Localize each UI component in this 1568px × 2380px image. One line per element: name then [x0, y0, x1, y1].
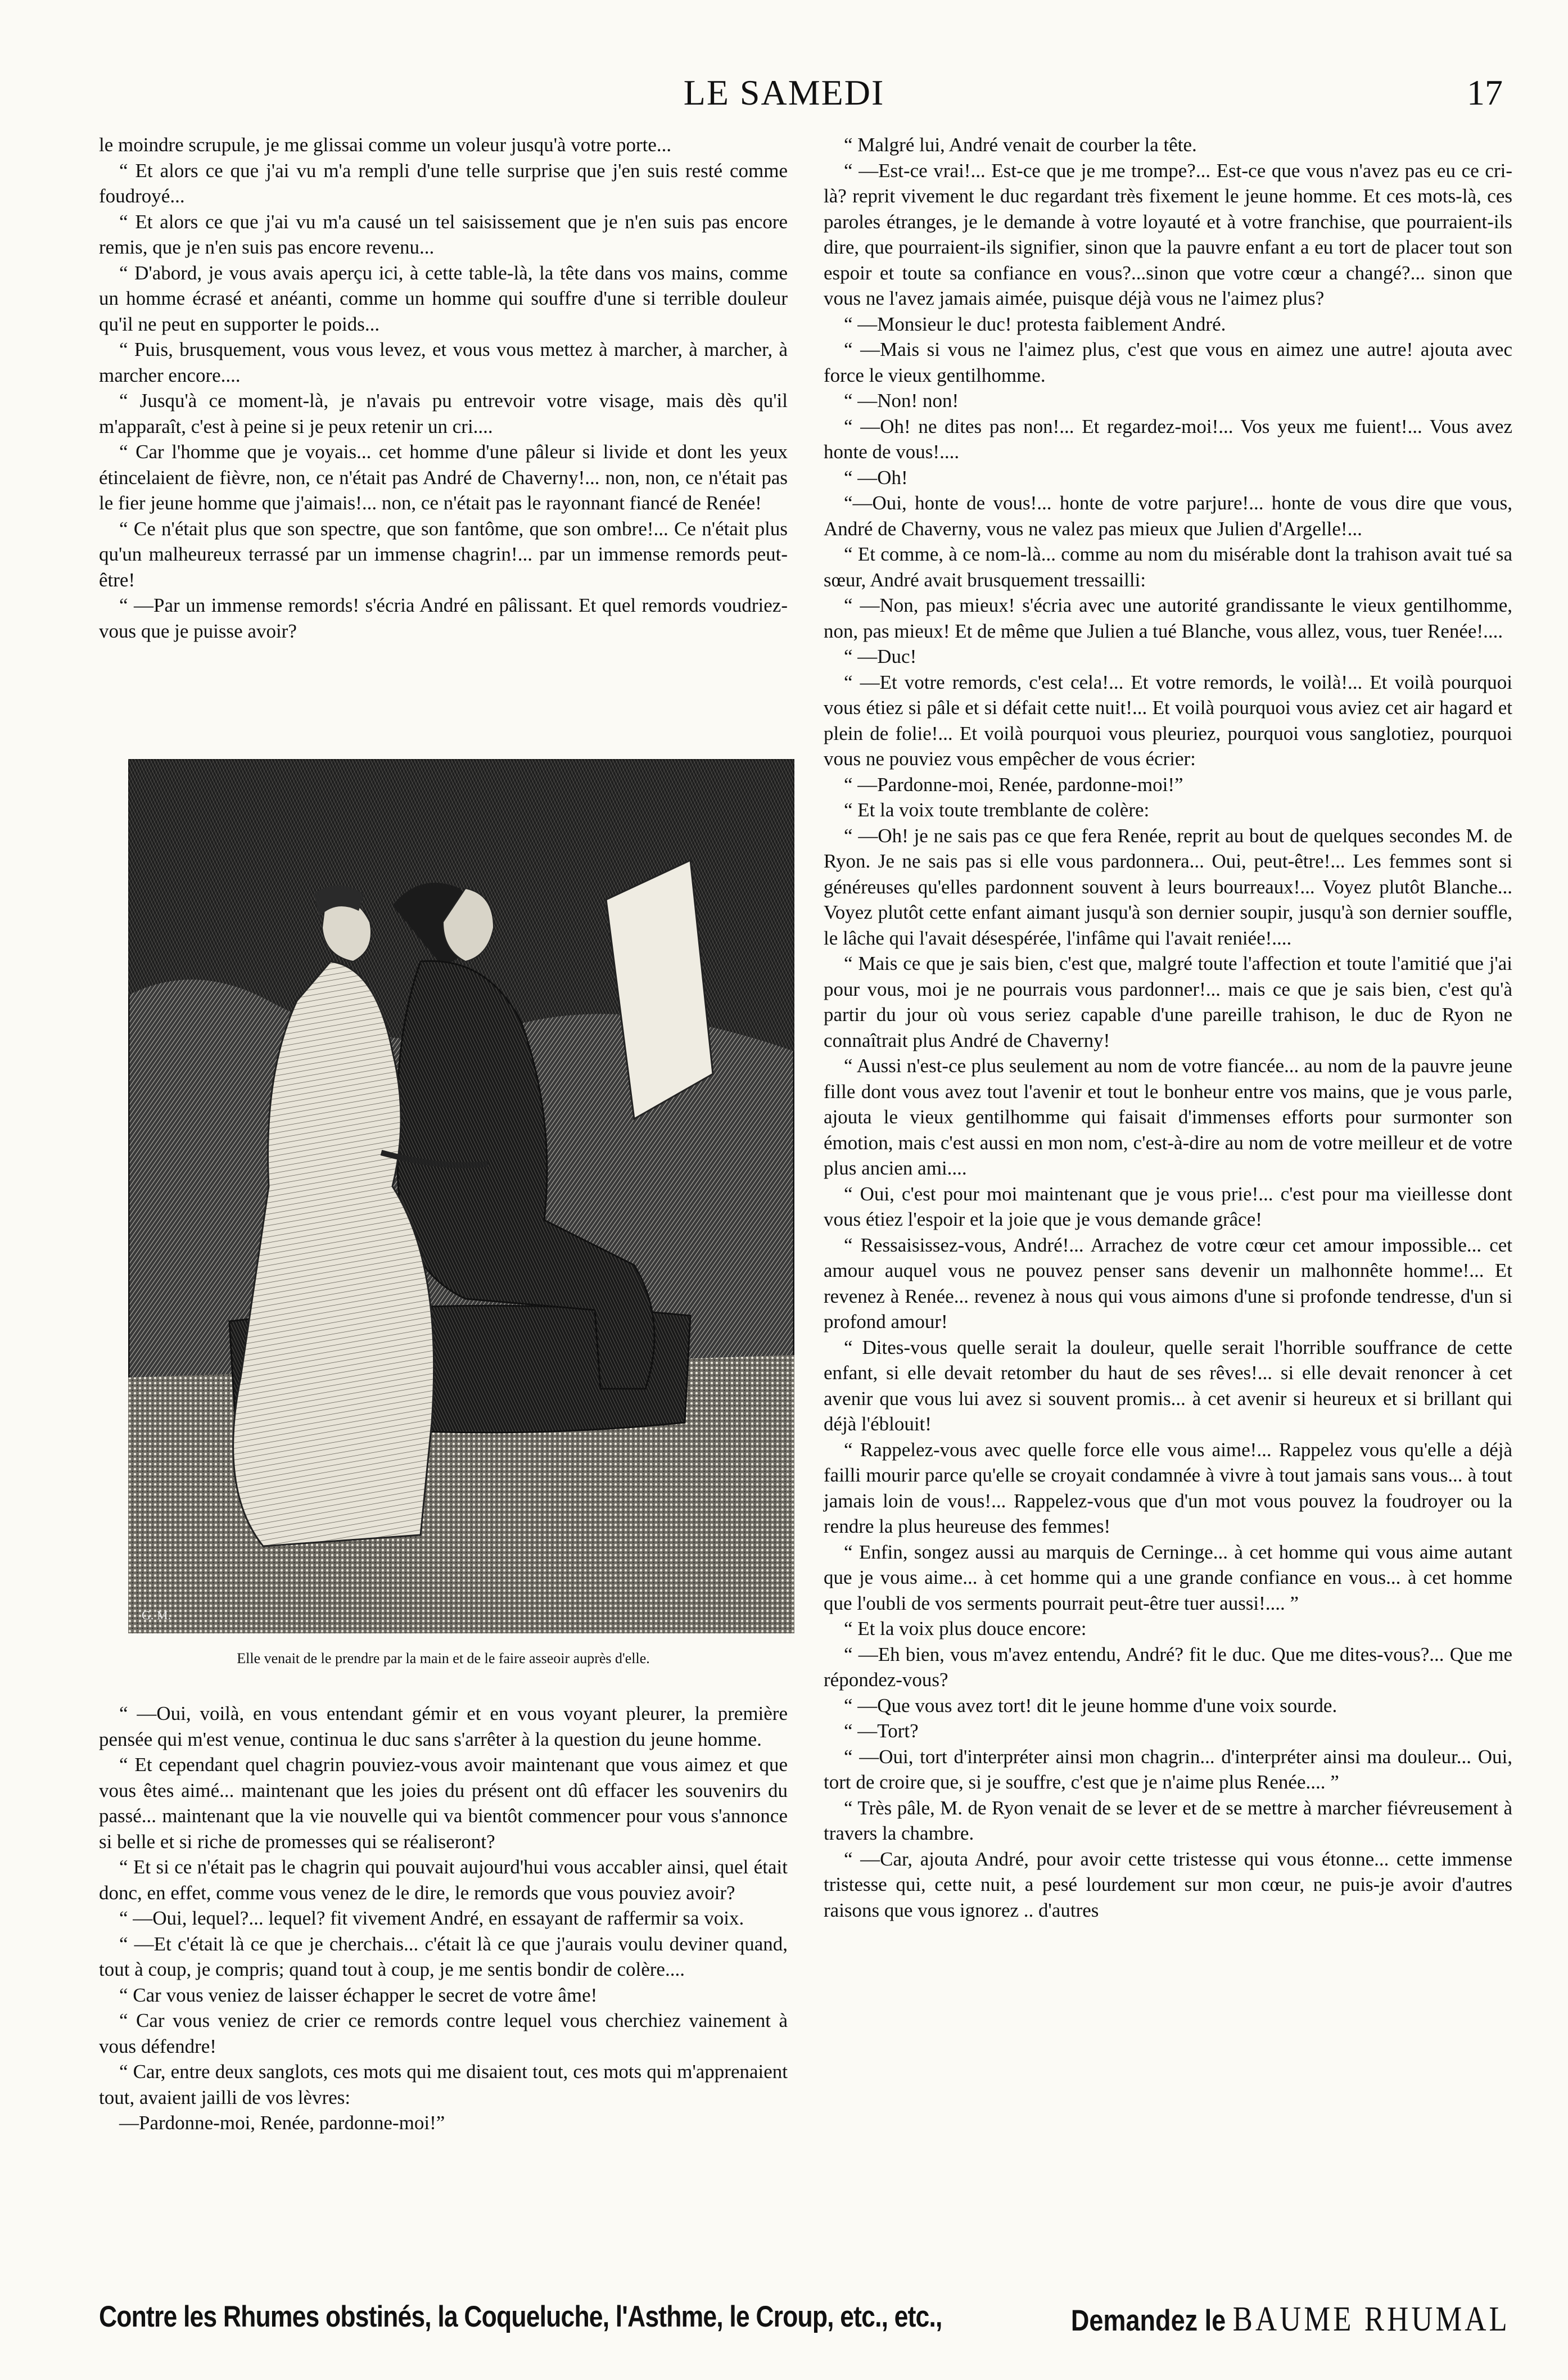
paragraph: “ —Pardonne-moi, Renée, pardonne-moi!” — [844, 773, 1183, 796]
paragraph: “ Et si ce n'était pas le chagrin qui pouvait aujourd'hui vous accabler ainsi, quel était donc, en effet, comme vous venez de le dire, le remords que vous pouviez avoir? — [99, 1856, 788, 1904]
paragraph: “ —Monsieur le duc! protesta faiblement André. — [844, 313, 1226, 335]
paragraph: “ Jusqu'à ce moment-là, je n'avais pu entrevoir votre visage, mais dès qu'il m'apparaît, c'est à peine si je peux retenir un cri.... — [99, 390, 788, 437]
paragraph: “ —Non! non! — [844, 390, 959, 412]
left-column-top — [99, 132, 788, 745]
paragraph: “—Oui, honte de vous!... honte de votre parjure!... honte de vous dire que vous, André de Chaverny, vous ne valez pas mieux que Julien d'Argelle!... — [824, 492, 1512, 540]
footer-ad-text: Contre les Rhumes obstinés, la Coqueluche, l'Asthme, le Croup, etc., etc., — [99, 2300, 942, 2333]
paragraph: “ Malgré lui, André venait de courber la tête. — [844, 134, 1197, 156]
paragraph: “ Car, entre deux sanglots, ces mots qui me disaient tout, ces mots qui m'apprenaient tout, avaient jailli de vos lèvres: — [99, 2061, 788, 2108]
left-column-bottom — [99, 1701, 788, 2269]
paragraph: le moindre scrupule, je me glissai comme un voleur jusqu'à votre porte... — [99, 134, 672, 156]
paragraph: “ —Mais si vous ne l'aimez plus, c'est que vous en aimez une autre! ajouta avec force le vieux gentilhomme. — [824, 338, 1512, 386]
paragraph: “ —Car, ajouta André, pour avoir cette tristesse qui vous étonne... cette immense tristesse qui, cette nuit, a pesé lourdement sur mon cœur, ne puis-je avoir d'autres raisons que vous ignorez .. d'autres — [824, 1848, 1512, 1921]
paragraph: “ —Par un immense remords! s'écria André en pâlissant. Et quel remords voudriez-vous que je puisse avoir? — [99, 594, 788, 642]
paragraph: “ Très pâle, M. de Ryon venait de se lever et de se mettre à marcher fiévreusement à travers la chambre. — [824, 1796, 1512, 1844]
paragraph: “ —Et votre remords, c'est cela!... Et votre remords, le voilà!... Et voilà pourquoi vous étiez si pâle et si défait cette nuit!... Et voilà pourquoi vous aviez cet air hagard et plein de folie!... Et voilà pourquoi vous pleuriez, pourquoi vous sanglotiez, pourquoi vous ne pouviez vous empêcher de vous écrier: — [824, 671, 1512, 770]
engraving-illustration — [128, 759, 794, 1633]
paragraph: “ Enfin, songez aussi au marquis de Cerninge... à cet homme qui vous aime autant que je vous aime... à cet homme qui a une grande confiance en vous... à cet homme que l'oubli de vos serments pourrait peut-être tuer aussi!.... ” — [824, 1541, 1512, 1614]
paragraph: “ Dites-vous quelle serait la douleur, quelle serait l'horrible souffrance de cette enfant, si elle devait retomber du haut de ses rêves!... si elle devait renoncer à cet avenir que vous lui avez si souvent promis... à cet avenir si heureux et si brillant qui déjà l'éblouit! — [824, 1336, 1512, 1435]
paragraph: “ Mais ce que je sais bien, c'est que, malgré toute l'affection et toute l'amitié que j'ai pour vous, moi je ne pourrais vous pardonner!... mais ce que je sais bien, c'est qu'à partir du jour où vous seriez capable d'une pareille trahison, le duc de Ryon ne connaîtrait plus André de Chaverny! — [824, 952, 1512, 1051]
paragraph: “ —Oh! — [844, 466, 908, 489]
paragraph: —Pardonne-moi, Renée, pardonne-moi!” — [119, 2112, 445, 2134]
footer-ad-brand: BAUME RHUMAL — [1232, 2300, 1510, 2338]
paragraph: “ Et alors ce que j'ai vu m'a causé un tel saisissement que je n'en suis pas encore remis, que je n'en suis pas encore revenu... — [99, 210, 788, 258]
paragraph: “ Ressaisissez-vous, André!... Arrachez de votre cœur cet amour impossible... cet amour auquel vous ne pouvez penser sans devenir un malhonnête homme!... Et revenez à Renée... revenez à nous qui vous aimons d'une si profonde tendresse, d'un si profond amour! — [824, 1234, 1512, 1333]
advertisement-footer — [99, 2300, 1510, 2350]
paragraph: “ Aussi n'est-ce plus seulement au nom de votre fiancée... au nom de la pauvre jeune fille dont vous avez tout l'avenir et tout le bonheur entre vos mains, que je vous parle, ajouta le vieux gentilhomme qui faisait d'immenses efforts pour surmonter son émotion, mais c'est aussi en mon nom, c'est-à-dire au nom de votre meilleur et de votre plus ancien ami.... — [824, 1055, 1512, 1179]
running-title: LE SAMEDI — [683, 73, 885, 112]
engraver-signature: G. M. — [142, 1608, 171, 1622]
paragraph: “ Car l'homme que je voyais... cet homme d'une pâleur si livide et dont les yeux étincelaient de fièvre, non, ce n'était pas André de Chaverny!... non, non, ce n'était pas le fier jeune homme que j'aimais!... non, ce n'était pas le rayonnant fiancé de Renée! — [99, 441, 788, 514]
footer-ad-right — [1071, 2300, 1510, 2340]
paragraph: “ —Oui, voilà, en vous entendant gémir et en vous voyant pleurer, la première pensée qui m'est venue, continua le duc sans s'arrêter à la question du jeune homme. — [99, 1702, 788, 1750]
paragraph: “ Et alors ce que j'ai vu m'a rempli d'une telle surprise que j'en suis resté comme foudroyé... — [99, 159, 788, 207]
paragraph: “ —Oh! je ne sais pas ce que fera Renée, reprit au bout de quelques secondes M. de Ryon. Je ne sais pas si elle vous pardonnera... Oui, peut-être!... Les femmes sont si généreuses qu'elles pardonnent souvent à leurs bourreaux!... Voyez plutôt Blanche... Voyez plutôt cette enfant aimant jusqu'à son dernier soupir, jusqu'à son dernier souffle, le lâche qui l'avait désespérée, l'infâme qui l'avait reniée!.... — [824, 824, 1512, 949]
paragraph: “ —Non, pas mieux! s'écria avec une autorité grandissante le vieux gentilhomme, non, pas mieux! Et de même que Julien a tué Blanche, vous allez, vous, tuer Renée!.... — [824, 594, 1512, 642]
paragraph: “ Rappelez-vous avec quelle force elle vous aime!... Rappelez vous qu'elle a déjà failli mourir parce qu'elle se croyait condamnée à vivre à tout jamais sans vous... à tout jamais loin de vous!... Rappelez-vous que d'un mot vous pouvez la foudroyer ou la rendre la plus heureuse des femmes! — [824, 1438, 1512, 1537]
paragraph: “ Et la voix plus douce encore: — [844, 1618, 1087, 1640]
paragraph: “ —Tort? — [844, 1720, 919, 1742]
paragraph: “ —Oui, tort d'interpréter ainsi mon chagrin... d'interpréter ainsi ma douleur... Oui, tort de croire que, si je souffre, c'est que je n'aime plus Renée.... ” — [824, 1745, 1512, 1793]
paragraph: “ —Et c'était là ce que je cherchais... c'était là ce que j'aurais voulu deviner quand, tout à coup, je compris; quand tout à coup, je me sentis bondir de colère.... — [99, 1932, 788, 1980]
paragraph: “ —Est-ce vrai!... Est-ce que je me trompe?... Est-ce que vous n'avez pas eu ce cri-là? reprit vivement le duc regardant très fixement le jeune homme. Et ces mots-là, ces paroles étranges, je le demande à votre loyauté et à votre franchise, que pourraient-ils dire, que pourraient-ils signifier, sinon que la pauvre enfant a eu tort de placer tout son espoir et toute sa confiance en vous?...sinon que votre cœur a changé?... sinon que vous ne l'avez jamais aimée, puisque déjà vous ne l'aimez plus? — [824, 159, 1512, 309]
page-header — [0, 72, 1568, 117]
paragraph: “ —Oh! ne dites pas non!... Et regardez-moi!... Vos yeux me fuient!... Vous avez honte de vous!.... — [824, 415, 1512, 463]
paragraph: “ —Eh bien, vous m'avez entendu, André? fit le duc. Que me dites-vous?... Que me répondez-vous? — [824, 1643, 1512, 1691]
paragraph: “ Et la voix toute tremblante de colère: — [844, 799, 1150, 821]
paragraph: “ Et comme, à ce nom-là... comme au nom du misérable dont la trahison avait tué sa sœur, André avait brusquement tressailli: — [824, 543, 1512, 591]
paragraph: “ Oui, c'est pour moi maintenant que je vous prie!... c'est pour ma vieillesse dont vous étiez l'espoir et la joie que je vous demande grâce! — [824, 1182, 1512, 1230]
paragraph: “ —Oui, lequel?... lequel? fit vivement André, en essayant de raffermir sa voix. — [119, 1907, 744, 1929]
paragraph: “ Et cependant quel chagrin pouviez-vous avoir maintenant que vous aimez et que vous êtes aimé... maintenant que les joies du présent ont dû effacer les souvenirs du passé... maintenant que la vie nouvelle qui va bientôt commencer pour vous s'annonce si belle et si riche de promesses qui se réaliseront? — [99, 1754, 788, 1853]
paragraph: “ —Que vous avez tort! dit le jeune homme d'une voix sourde. — [844, 1694, 1337, 1717]
paragraph: “ Car vous veniez de crier ce remords contre lequel vous cherchiez vainement à vous défendre! — [99, 2009, 788, 2057]
page-number: 17 — [1467, 73, 1503, 112]
illustration-caption: Elle venait de le prendre par la main et de le faire asseoir auprès d'elle. — [237, 1650, 650, 1667]
right-column — [824, 132, 1512, 2269]
paragraph: “ Ce n'était plus que son spectre, que son fantôme, que son ombre!... Ce n'était plus qu'un malheureux terrassé par un immense chagrin!... par un immense remords peut-être! — [99, 517, 788, 591]
paragraph: “ Car vous veniez de laisser échapper le secret de votre âme! — [119, 1984, 598, 2006]
footer-ad-prefix: Demandez le — [1070, 2304, 1226, 2337]
paragraph: “ Puis, brusquement, vous vous levez, et vous vous mettez à marcher, à marcher, à marcher encore.... — [99, 338, 788, 386]
paragraph: “ —Duc! — [844, 645, 917, 667]
paragraph: “ D'abord, je vous avais aperçu ici, à cette table-là, la tête dans vos mains, comme un homme écrasé et anéanti, comme un homme qui souffre d'une si terrible douleur qu'il ne peut en supporter le poids... — [99, 261, 788, 335]
